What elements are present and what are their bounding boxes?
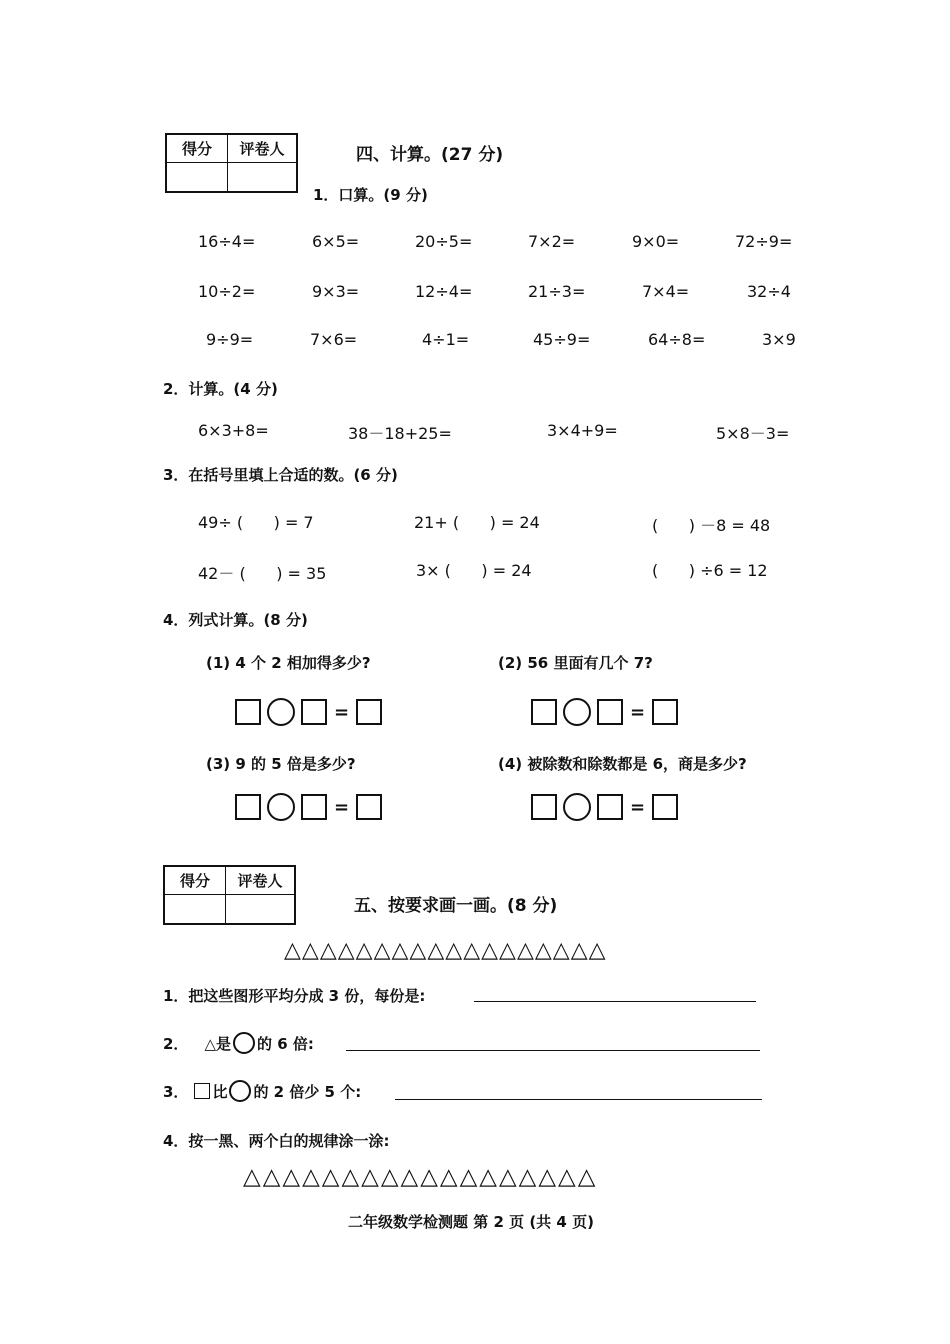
score-box-1 [165, 133, 298, 193]
score-box-2 [163, 865, 296, 925]
q4-part-4: (4) 被除数和除数都是 6，商是多少? [498, 755, 747, 773]
calc-item: 3×4+9= [547, 421, 618, 440]
oral-item: 12÷4= [415, 282, 473, 301]
number-box[interactable] [597, 794, 623, 820]
fill-blank-item[interactable]: ( ) ÷6 = 12 [652, 561, 768, 580]
section5-title: 五、按要求画一画。(8 分) [354, 896, 558, 916]
number-box[interactable] [597, 699, 623, 725]
calc-item: 6×3+8= [198, 421, 269, 440]
result-box[interactable] [652, 699, 678, 725]
equation-template-1 [235, 698, 382, 726]
oral-item: 3×9 [762, 330, 796, 349]
square-icon [194, 1083, 210, 1099]
q4-label: 4．列式计算。(8 分) [163, 611, 308, 629]
triangle-row-top: △△△△△△△△△△△△△△△△△△ [284, 938, 607, 963]
s5-q1: 1．把这些图形平均分成 3 份，每份是: [163, 987, 426, 1005]
number-box[interactable] [301, 699, 327, 725]
oral-item: 9×0= [632, 232, 680, 251]
s5-q4: 4．按一黑、两个白的规律涂一涂: [163, 1132, 390, 1150]
answer-line-2[interactable] [346, 1050, 760, 1051]
section4-title: 四、计算。(27 分) [356, 145, 504, 165]
equals-sign: = [334, 701, 350, 723]
grader-header: 评卷人 [228, 134, 298, 162]
q4-part-2: (2) 56 里面有几个 7? [498, 654, 653, 672]
oral-item: 16÷4= [198, 232, 256, 251]
number-box[interactable] [531, 794, 557, 820]
answer-line-1[interactable] [474, 1001, 756, 1002]
score-cell[interactable] [166, 162, 228, 192]
oral-item: 7×4= [642, 282, 690, 301]
equation-template-2 [531, 698, 678, 726]
s5-q2-number: 2． [163, 1034, 189, 1053]
page-footer: 二年级数学检测题 第 2 页 (共 4 页) [348, 1213, 594, 1231]
s5-q3-text-b: 的 2 倍少 5 个: [253, 1082, 362, 1101]
fill-blank-item[interactable]: 3× ( ) = 24 [416, 561, 532, 580]
oral-item: 72÷9= [735, 232, 793, 251]
number-box[interactable] [235, 699, 261, 725]
s5-q3-text-a: 比 [212, 1082, 228, 1101]
oral-item: 7×2= [528, 232, 576, 251]
oral-item: 9×3= [312, 282, 360, 301]
equals-sign: = [630, 701, 646, 723]
oral-item: 64÷8= [648, 330, 706, 349]
q3-label: 3．在括号里填上合适的数。(6 分) [163, 466, 398, 484]
grader-cell[interactable] [226, 894, 296, 924]
triangle-row-bottom: △△△△△△△△△△△△△△△△△△ [243, 1164, 598, 1190]
q4-part-1: (1) 4 个 2 相加得多少? [206, 654, 371, 672]
s5-q3 [163, 1080, 361, 1102]
operator-circle[interactable] [267, 793, 295, 821]
fill-blank-item[interactable]: 42－ ( ) = 35 [198, 564, 327, 583]
result-box[interactable] [356, 699, 382, 725]
s5-q2-text-a: △是 [204, 1034, 231, 1053]
oral-item: 7×6= [310, 330, 358, 349]
grader-header: 评卷人 [226, 866, 296, 894]
q2-label: 2．计算。(4 分) [163, 380, 278, 398]
fill-blank-item[interactable]: ( ) －8 = 48 [652, 516, 771, 535]
fill-blank-item[interactable]: 49÷ ( ) = 7 [198, 513, 314, 532]
score-header: 得分 [166, 134, 228, 162]
fill-blank-item[interactable]: 21+ ( ) = 24 [414, 513, 540, 532]
s5-q3-number: 3． [163, 1082, 189, 1101]
circle-icon [229, 1080, 251, 1102]
score-header: 得分 [164, 866, 226, 894]
oral-item: 9÷9= [206, 330, 254, 349]
equation-template-4 [531, 793, 678, 821]
footer-clip [340, 1210, 640, 1231]
operator-circle[interactable] [563, 698, 591, 726]
q1-label: 1．口算。(9 分) [313, 186, 428, 204]
operator-circle[interactable] [563, 793, 591, 821]
grader-cell[interactable] [228, 162, 298, 192]
score-cell[interactable] [164, 894, 226, 924]
s5-q2 [163, 1032, 314, 1054]
number-box[interactable] [301, 794, 327, 820]
oral-item: 10÷2= [198, 282, 256, 301]
equals-sign: = [630, 796, 646, 818]
result-box[interactable] [652, 794, 678, 820]
oral-item: 6×5= [312, 232, 360, 251]
operator-circle[interactable] [267, 698, 295, 726]
calc-item: 5×8－3= [716, 424, 790, 443]
equation-template-3 [235, 793, 382, 821]
oral-item: 45÷9= [533, 330, 591, 349]
oral-item: 4÷1= [422, 330, 470, 349]
oral-item: 20÷5= [415, 232, 473, 251]
result-box[interactable] [356, 794, 382, 820]
oral-item: 32÷4 [747, 282, 791, 301]
number-box[interactable] [235, 794, 261, 820]
q4-part-3: (3) 9 的 5 倍是多少? [206, 755, 356, 773]
number-box[interactable] [531, 699, 557, 725]
equals-sign: = [334, 796, 350, 818]
oral-item: 21÷3= [528, 282, 586, 301]
circle-icon [233, 1032, 255, 1054]
s5-q2-text-b: 的 6 倍: [256, 1034, 314, 1053]
answer-line-3[interactable] [395, 1099, 762, 1100]
calc-item: 38－18+25= [348, 424, 452, 443]
